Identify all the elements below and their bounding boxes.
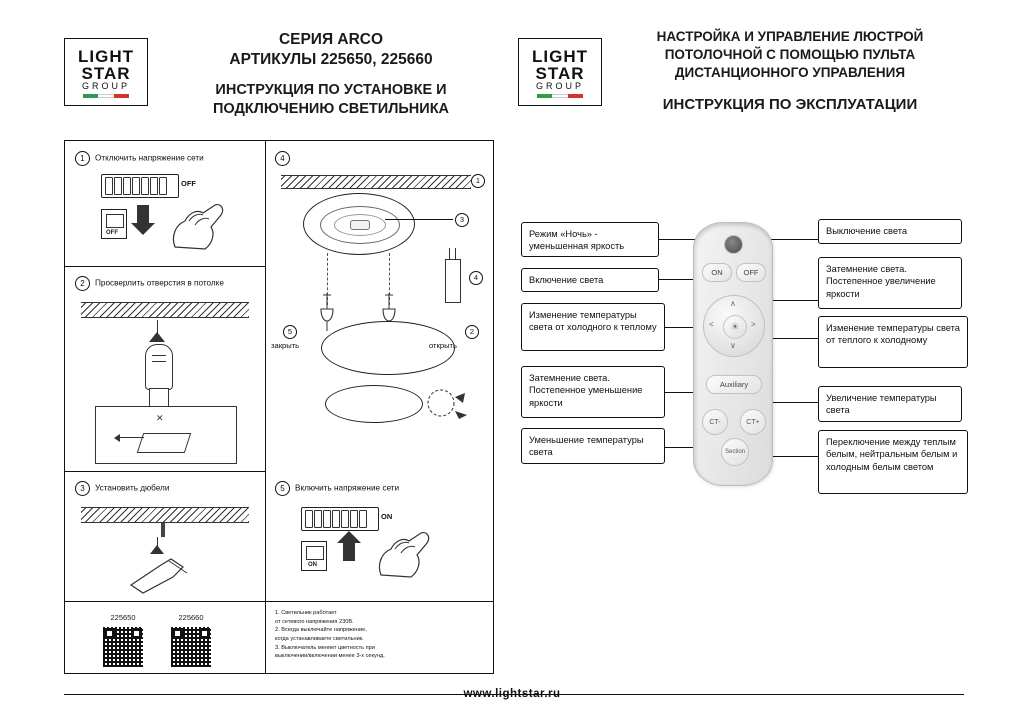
open-label: открыть: [429, 341, 457, 350]
remote-control[interactable]: [693, 222, 773, 486]
right-header: [610, 28, 970, 115]
dpad-down-button[interactable]: ∨: [730, 341, 736, 350]
terminal-block-icon: [445, 259, 461, 303]
brand-line-2: STAR: [81, 63, 131, 83]
step-2-text: Просверлить отверстия в потолке: [95, 278, 224, 288]
callout-temp-warm-to-cold: Изменение температуры света от теплого к холодному: [818, 316, 968, 368]
dpad-up-button[interactable]: ∧: [730, 299, 736, 308]
auxiliary-button[interactable]: Auxiliary: [706, 375, 762, 394]
hand-icon: [169, 199, 229, 255]
down-arrow-shaft: [137, 205, 149, 223]
section-button[interactable]: Section: [721, 438, 749, 466]
callout-marker-1: 1: [471, 174, 485, 188]
callout-marker-4: 4: [469, 271, 483, 285]
note-line-3: 2. Всегда выключайте напряжение,: [275, 627, 367, 634]
qr-cell: [65, 601, 265, 673]
ceiling-hatch-3: [81, 507, 249, 523]
series-title: СЕРИЯ ARCO: [278, 31, 384, 48]
up-arrow-shaft: [343, 543, 355, 561]
callout-section-switch: Переключение между теплым белым, нейтральным белым и холодным белым светом: [818, 430, 968, 494]
ceiling-plan-rect: ✕: [95, 406, 237, 464]
note-line-6: выключении/включении менее 3-х секунд.: [275, 653, 385, 660]
brand-line-2-r: STAR: [535, 63, 585, 83]
dpad-control[interactable]: [703, 295, 765, 357]
up-arrow-head: [337, 531, 361, 543]
rotate-arrows-icon: [425, 385, 475, 425]
step-1-number: 1: [75, 151, 90, 166]
brand-line-3-r: GROUP: [535, 81, 584, 92]
qr-label-1: 225650: [110, 613, 136, 622]
ceiling-hatch-2: [81, 302, 249, 318]
dpad-center-button[interactable]: ☀: [723, 315, 747, 339]
step-5-number: 5: [275, 481, 290, 496]
callout-marker-2: 2: [465, 325, 479, 339]
italy-flag-icon: [83, 94, 129, 98]
step-1-text: Отключить напряжение сети: [95, 153, 204, 163]
ct-minus-button[interactable]: CT-: [702, 409, 728, 435]
notes-text: [275, 609, 485, 661]
step-cell-4: [265, 141, 493, 471]
callout-light-on: Включение света: [521, 268, 659, 292]
callout-light-off: Выключение света: [818, 219, 962, 244]
step-cell-3: [65, 471, 265, 601]
callout-temp-increase: Увеличение температуры света: [818, 386, 962, 422]
hammer-arrow: [150, 545, 164, 554]
operation-instruction-title: ИНСТРУКЦИЯ ПО ЭКСПЛУАТАЦИИ: [662, 95, 918, 113]
brand-line-1: LIGHT: [78, 46, 134, 66]
italy-flag-icon-right: [537, 94, 583, 98]
fixture-base-icon: [303, 193, 415, 255]
note-line-4: когда устанавливаете светильник.: [275, 635, 364, 642]
power-off-button[interactable]: OFF: [736, 263, 766, 282]
note-line-5: 3. Выключатель меняет цветность при: [275, 644, 375, 651]
step-5-text: Включить напряжение сети: [295, 483, 400, 493]
qr-label-2: 225660: [178, 613, 204, 622]
note-line-1: 1. Светильник работает: [275, 610, 337, 616]
left-header: [170, 30, 492, 119]
step-cell-1: [65, 141, 265, 266]
callout-dim-up: Затемнение света. Постепенное увеличение яркости: [818, 257, 962, 309]
brand-line-3: GROUP: [81, 81, 130, 92]
dowel-icon: [161, 523, 165, 537]
callout-marker-3: 3: [455, 213, 469, 227]
power-on-button[interactable]: ON: [702, 263, 732, 282]
leader-dim-up: [766, 300, 820, 301]
callout-marker-5: 5: [283, 325, 297, 339]
articles-title: АРТИКУЛЫ 225650, 225660: [229, 51, 433, 69]
close-label: закрыть: [271, 341, 300, 350]
step-cell-5: [265, 471, 493, 601]
drill-arrow: [149, 332, 165, 342]
brand-logo-right: [518, 38, 602, 106]
hand-icon-on: [375, 527, 441, 583]
ceiling-hatch-4: [281, 175, 471, 189]
night-mode-button[interactable]: [724, 235, 743, 254]
callout-dim-down: Затемнение света. Постепенное уменьшение яркости: [521, 366, 665, 418]
notes-cell: [265, 601, 493, 673]
brand-line-1-r: LIGHT: [532, 46, 588, 66]
step-3-text: Установить дюбели: [95, 483, 170, 493]
circuit-breaker-icon-on: [301, 507, 379, 531]
leader-night: [657, 239, 697, 240]
step-2-number: 2: [75, 276, 90, 291]
qr-block-2: [169, 613, 213, 669]
step-1-title: [75, 151, 204, 166]
wall-switch-icon-on: ON: [301, 541, 327, 571]
callout-night-mode: Режим «Ночь» - уменьшенная яркость: [521, 222, 659, 257]
leader-temp-inc: [766, 402, 820, 403]
qr-code-225660: [169, 625, 213, 669]
installation-steps-table: [64, 140, 494, 674]
leader-section: [766, 456, 820, 457]
step-3-title: [75, 481, 169, 496]
dpad-left-button[interactable]: <: [709, 320, 714, 329]
step-3-number: 3: [75, 481, 90, 496]
step-4-number: 4: [275, 151, 290, 166]
footer-website: www.lightstar.ru: [463, 688, 561, 700]
leader-off: [766, 239, 820, 240]
leader-3: [385, 219, 453, 220]
drill-body-icon: [145, 344, 173, 390]
step-4-title: [275, 151, 295, 166]
remote-subtitle: НАСТРОЙКА И УПРАВЛЕНИЕ ЛЮСТРОЙ ПОТОЛОЧНОЙ С ПОМОЩЬЮ ПУЛЬТА ДИСТАНЦИОННОГО УПРАВЛЕНИЯ: [656, 29, 924, 81]
step-5-title: [275, 481, 399, 496]
qr-block-1: [101, 613, 145, 669]
wall-switch-icon: OFF: [101, 209, 127, 239]
down-arrow-head: [131, 223, 155, 235]
dpad-right-button[interactable]: >: [751, 320, 756, 329]
callout-temp-decrease: Уменьшение температуры света: [521, 428, 665, 464]
ct-plus-button[interactable]: CT+: [740, 409, 766, 435]
callout-temp-cold-to-warm: Изменение температуры света от холодного к теплому: [521, 303, 665, 351]
leader-temp-warm-cold: [766, 338, 820, 339]
breaker-off-label: OFF: [181, 179, 196, 188]
breaker-on-label: ON: [381, 512, 393, 521]
circuit-breaker-icon: [101, 174, 179, 198]
step-2-title: [75, 276, 224, 291]
note-line-2: от сетевого напряжения 230В.: [275, 618, 354, 625]
lens-icon: [325, 385, 423, 423]
step-cell-2: [65, 266, 265, 471]
hammer-icon: [121, 555, 201, 597]
qr-code-225650: [101, 625, 145, 669]
install-instruction-title: ИНСТРУКЦИЯ ПО УСТАНОВКЕ И ПОДКЛЮЧЕНИЮ СВЕТИЛЬНИКА: [212, 81, 450, 118]
brand-logo-left: [64, 38, 148, 106]
